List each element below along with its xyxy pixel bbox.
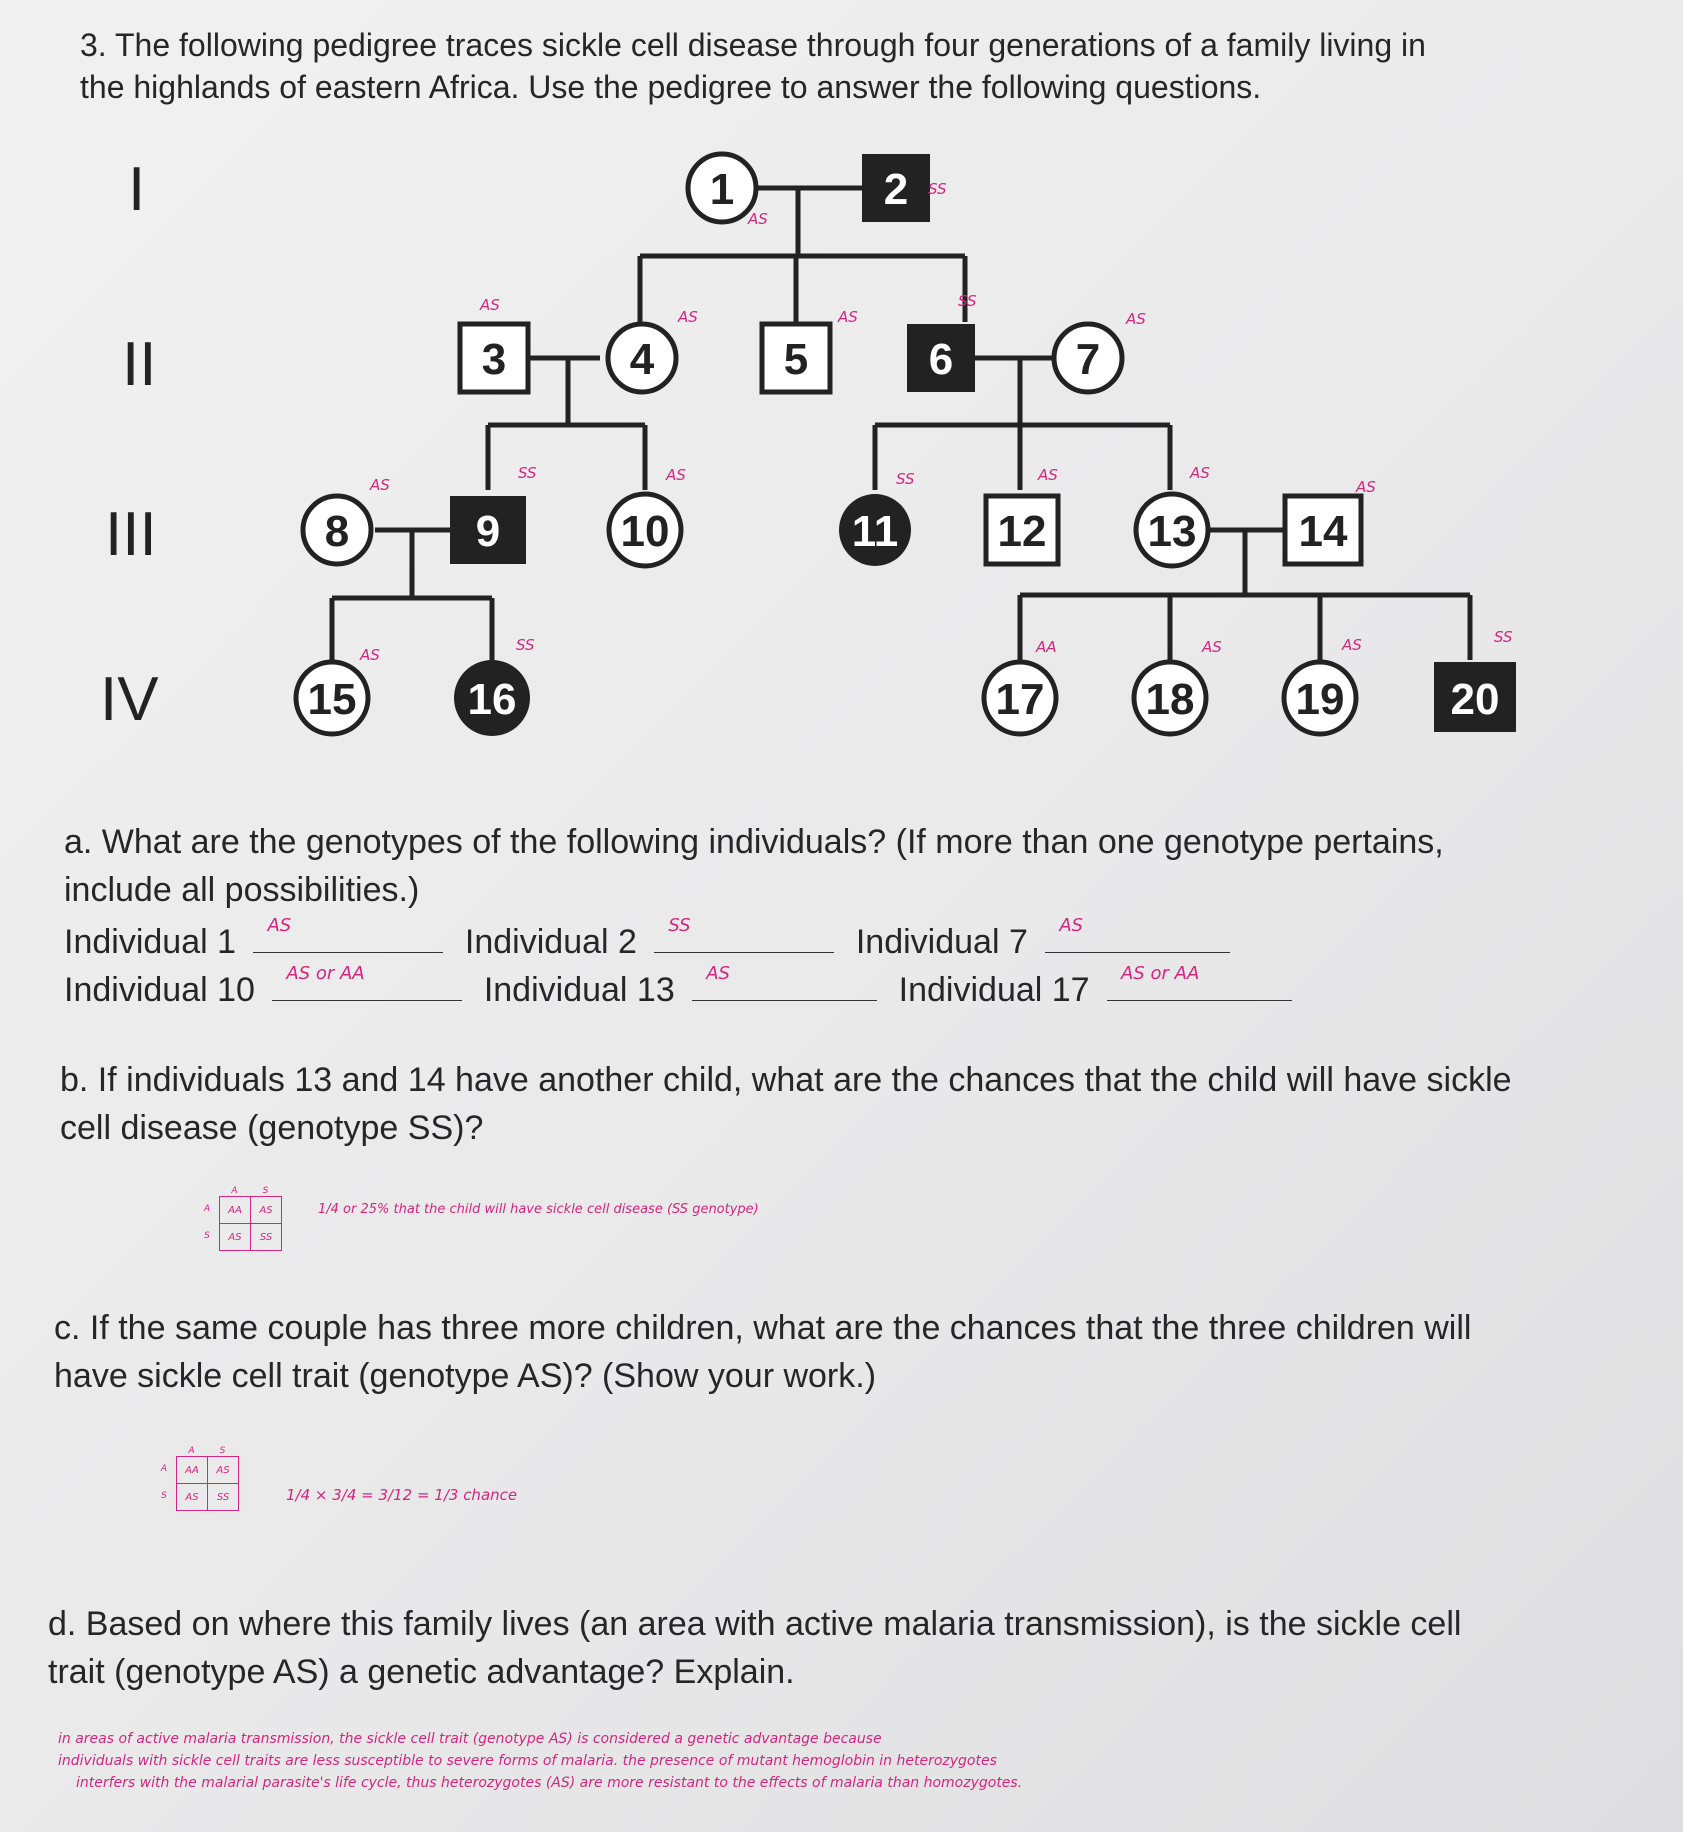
annotation-9: SS — [518, 464, 537, 482]
ind13-answer-field[interactable] — [692, 963, 877, 1001]
annotation-11: SS — [896, 470, 915, 488]
individual-11 — [839, 494, 911, 566]
part-d-answer-line-3: interfers with the malarial parasite's life cycle, thus heterozygotes (AS) are more resistant to the effects of malaria than homozygotes. — [76, 1775, 1023, 1791]
annotation-10: AS — [666, 466, 686, 484]
individual-13 — [1136, 494, 1208, 566]
ind7-answer: AS — [1059, 915, 1084, 936]
gen-label-II: II — [122, 330, 157, 399]
punnett-c-cell: AS — [177, 1484, 208, 1511]
svg-text:15: 15 — [307, 675, 357, 724]
svg-text:19: 19 — [1295, 675, 1345, 724]
svg-text:12: 12 — [997, 507, 1047, 556]
genotype-annotations — [359, 180, 1513, 664]
ind17-label: Individual 17 — [898, 971, 1090, 1009]
individual-10 — [609, 494, 681, 566]
ind13-answer: AS — [706, 963, 730, 984]
annotation-19: AS — [1342, 636, 1362, 654]
svg-text:7: 7 — [1075, 335, 1101, 384]
punnett-b-col-1: S — [262, 1186, 269, 1196]
part-a-question — [64, 818, 1624, 914]
punnett-c-cell: AS — [208, 1457, 239, 1484]
individual-12 — [986, 496, 1058, 564]
individual-4 — [608, 324, 676, 392]
part-d-question — [48, 1600, 1638, 1696]
punnett-b-row-1: S — [204, 1231, 210, 1241]
part-c-punnett — [152, 1446, 239, 1511]
punnett-b-grid — [219, 1196, 282, 1251]
part-b-answer: 1/4 or 25% that the child will have sickle cell disease (SS genotype) — [318, 1202, 759, 1217]
annotation-20: SS — [1494, 628, 1513, 646]
svg-text:18: 18 — [1145, 675, 1195, 724]
annotation-17: AA — [1036, 638, 1057, 656]
punnett-c-row-1: S — [161, 1491, 167, 1501]
annotation-3: AS — [480, 296, 500, 314]
individual-9 — [450, 496, 526, 564]
svg-text:3: 3 — [481, 335, 507, 384]
punnett-b-cell: AS — [251, 1197, 282, 1224]
pedigree-chart — [0, 120, 1683, 760]
punnett-b-cell: AS — [220, 1224, 251, 1251]
individual-8 — [303, 496, 371, 564]
ind17-answer-field[interactable] — [1107, 963, 1292, 1001]
ind2-answer: SS — [668, 915, 691, 936]
part-d-answer — [58, 1728, 1618, 1794]
punnett-c-row-0: A — [160, 1464, 168, 1474]
annotation-5: AS — [838, 308, 858, 326]
ind10-label: Individual 10 — [64, 971, 255, 1009]
punnett-b-cell: SS — [251, 1224, 282, 1251]
punnett-c-grid — [176, 1456, 239, 1511]
punnett-c-cell: SS — [208, 1484, 239, 1511]
part-d-answer-line-1: in areas of active malaria transmission, the sickle cell trait (genotype AS) is considered a genetic advantage because — [58, 1731, 882, 1747]
part-b-question — [60, 1056, 1640, 1152]
individual-18 — [1134, 662, 1206, 734]
part-c-line-1: c. If the same couple has three more children, what are the chances that the three children will — [54, 1309, 1472, 1347]
part-d-answer-line-2: individuals with sickle cell traits are less susceptible to severe forms of malaria. the presence of mutant hemoglobin in heterozygotes — [58, 1753, 997, 1769]
svg-text:11: 11 — [851, 507, 899, 556]
part-d-line-2: trait (genotype AS) a genetic advantage? Explain. — [48, 1653, 795, 1691]
svg-text:8: 8 — [324, 507, 350, 556]
generation-labels — [100, 155, 159, 734]
punnett-b-cell: AA — [220, 1197, 251, 1224]
annotation-18: AS — [1202, 638, 1222, 656]
part-a-line-2: include all possibilities.) — [64, 871, 420, 909]
gen-label-I: I — [128, 155, 146, 224]
punnett-b-row-0: A — [203, 1204, 211, 1214]
individual-5 — [762, 324, 830, 392]
svg-text:20: 20 — [1450, 675, 1500, 724]
gen-label-III: III — [105, 500, 157, 569]
annotation-7: AS — [1126, 310, 1146, 328]
annotation-15: AS — [360, 646, 380, 664]
part-a-row-1 — [64, 915, 1230, 966]
individual-6 — [907, 324, 975, 392]
ind10-answer-field[interactable] — [272, 963, 462, 1001]
punnett-b-col-0: A — [231, 1186, 238, 1196]
svg-text:10: 10 — [620, 507, 670, 556]
svg-text:16: 16 — [467, 675, 517, 724]
pedigree-lines — [332, 188, 1470, 660]
gen-label-IV: IV — [100, 665, 159, 734]
individual-17 — [984, 662, 1056, 734]
annotation-4: AS — [678, 308, 698, 326]
individual-2 — [862, 154, 930, 222]
ind1-answer-field[interactable] — [253, 915, 443, 953]
intro-line-2: the highlands of eastern Africa. Use the pedigree to answer the following questions. — [80, 69, 1262, 105]
ind7-answer-field[interactable] — [1045, 915, 1230, 953]
individual-20 — [1434, 662, 1516, 732]
intro-line-1: 3. The following pedigree traces sickle cell disease through four generations of a family living in — [80, 27, 1426, 63]
question-intro — [80, 24, 1640, 108]
annotation-12: AS — [1038, 466, 1058, 484]
ind2-answer-field[interactable] — [654, 915, 834, 953]
svg-text:13: 13 — [1147, 507, 1197, 556]
svg-text:1: 1 — [709, 165, 735, 214]
part-c-line-2: have sickle cell trait (genotype AS)? (Show your work.) — [54, 1357, 877, 1395]
punnett-c-col-1: S — [219, 1446, 226, 1456]
part-b-line-2: cell disease (genotype SS)? — [60, 1109, 484, 1147]
annotation-13: AS — [1190, 464, 1210, 482]
individual-15 — [296, 662, 368, 734]
part-a-line-1: a. What are the genotypes of the following individuals? (If more than one genotype pertains, — [64, 823, 1444, 861]
ind17-answer: AS or AA — [1121, 963, 1200, 984]
part-b-line-1: b. If individuals 13 and 14 have another child, what are the chances that the child will have sickle — [60, 1061, 1512, 1099]
svg-text:17: 17 — [995, 675, 1045, 724]
individual-19 — [1284, 662, 1356, 734]
part-c-question — [54, 1304, 1634, 1400]
svg-text:14: 14 — [1298, 507, 1348, 556]
svg-text:9: 9 — [475, 507, 501, 556]
individual-7 — [1054, 324, 1122, 392]
annotation-16: SS — [516, 636, 535, 654]
ind1-label: Individual 1 — [64, 923, 237, 961]
svg-text:5: 5 — [783, 335, 809, 384]
annotation-8: AS — [370, 476, 390, 494]
part-d-line-1: d. Based on where this family lives (an area with active malaria transmission), is the sickle cell — [48, 1605, 1462, 1643]
svg-text:6: 6 — [928, 335, 954, 384]
ind2-label: Individual 2 — [464, 923, 637, 961]
part-b-punnett — [195, 1186, 282, 1251]
individual-3 — [460, 324, 528, 392]
individual-14 — [1285, 496, 1361, 564]
ind7-label: Individual 7 — [855, 923, 1028, 961]
annotation-14: AS — [1356, 478, 1376, 496]
individual-16 — [454, 660, 530, 736]
ind13-label: Individual 13 — [483, 971, 675, 1009]
annotation-6: SS — [958, 292, 977, 310]
part-c-answer: 1/4 × 3/4 = 3/12 = 1/3 chance — [286, 1486, 518, 1504]
part-a-row-2 — [64, 963, 1292, 1014]
punnett-c-cell: AA — [177, 1457, 208, 1484]
annotation-1: AS — [748, 210, 768, 228]
individual-1 — [688, 154, 756, 222]
annotation-2: SS — [928, 180, 947, 198]
svg-text:4: 4 — [629, 335, 655, 384]
ind10-answer: AS or AA — [286, 963, 365, 984]
punnett-c-col-0: A — [188, 1446, 195, 1456]
ind1-answer: AS — [267, 915, 292, 936]
svg-text:2: 2 — [883, 165, 909, 214]
